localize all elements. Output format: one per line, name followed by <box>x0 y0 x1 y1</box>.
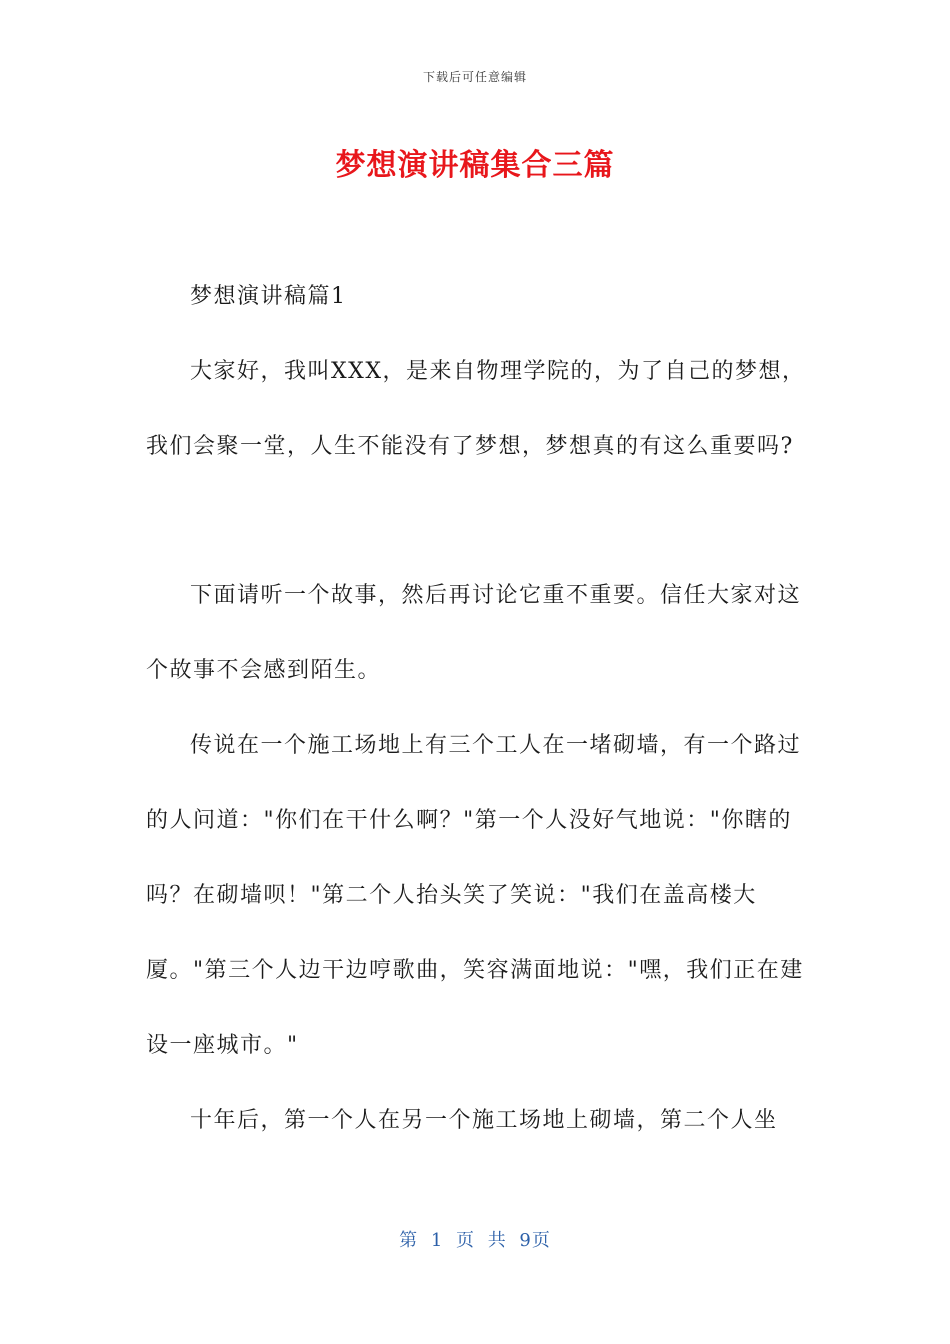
paragraph-story-intro: 下面请听一个故事，然后再讨论它重不重要。信任大家对这个故事不会感到陌生。 <box>146 583 802 683</box>
body-block-story <box>146 558 806 1158</box>
paragraph-ten-years-later: 十年后，第一个人在另一个施工场地上砌墙，第二个人坐 <box>190 1108 778 1133</box>
paragraph-intro: 大家好，我叫XXX，是来自物理学院的，为了自己的梦想，我们会聚一堂，人生不能没有了梦想，梦想真的有这么重要吗? <box>146 359 806 459</box>
page-indicator: 第 1 页 共 9页 <box>399 1230 551 1251</box>
body-block-intro <box>146 334 806 484</box>
document-title: 梦想演讲稿集合三篇 <box>335 148 615 183</box>
paragraph-story: 传说在一个施工场地上有三个工人在一堵砌墙，有一个路过的人问道："你们在干什么啊？"第一个人没好气地说："你瞎的吗？在砌墙呗！"第二个人抬头笑了笑说："我们在盖高楼大厦。"第三个人边干边哼歌曲，笑容满面地说："嘿，我们正在建设一座城市。" <box>146 733 804 1058</box>
header-note: 下载后可任意编辑 <box>422 70 527 84</box>
section-heading: 梦想演讲稿篇1 <box>190 284 347 309</box>
section-heading-block <box>146 259 806 334</box>
